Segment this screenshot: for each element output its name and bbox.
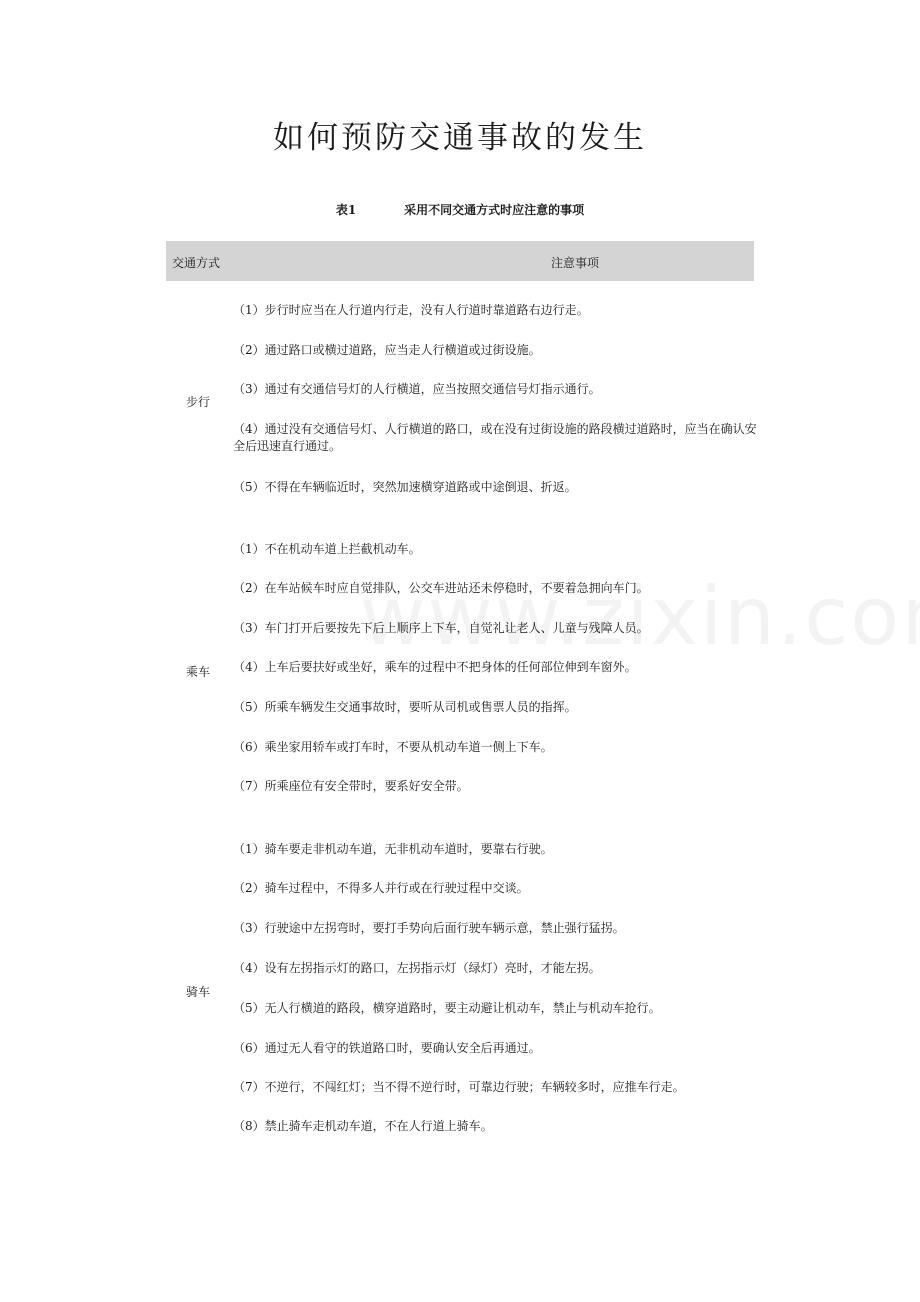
list-item: （2）骑车过程中，不得多人并行或在行驶过程中交谈。 [233, 881, 529, 895]
list-item: （7）所乘座位有安全带时，要系好安全带。 [233, 779, 469, 793]
list-item: （1）不在机动车道上拦截机动车。 [233, 542, 421, 556]
list-item: （8）禁止骑车走机动车道，不在人行道上骑车。 [233, 1119, 493, 1133]
list-item: （5）所乘车辆发生交通事故时，要听从司机或售票人员的指挥。 [233, 700, 577, 714]
list-item: （5）不得在车辆临近时，突然加速横穿道路或中途倒退、折返。 [233, 480, 577, 494]
table-caption-text: 采用不同交通方式时应注意的事项 [404, 203, 585, 217]
header-mode: 交通方式 [172, 256, 221, 270]
list-item: （6）乘坐家用轿车或打车时，不要从机动车道一侧上下车。 [233, 740, 553, 754]
list-item: （1）骑车要走非机动车道，无非机动车道时，要靠右行驶。 [233, 842, 553, 856]
group-label-walking: 步行 [186, 395, 211, 409]
list-item: （4）上车后要扶好或坐好，乘车的过程中不把身体的任何部位伸到车窗外。 [233, 660, 637, 674]
list-item: （1）步行时应当在人行道内行走，没有人行道时靠道路右边行走。 [233, 303, 589, 317]
list-item: （3）车门打开后要按先下后上顺序上下车，自觉礼让老人、儿童与残障人员。 [233, 621, 649, 635]
table-number: 表1 [335, 203, 357, 217]
list-item: （5）无人行横道的路段，横穿道路时，要主动避让机动车，禁止与机动车抢行。 [233, 1001, 661, 1015]
list-item: （6）通过无人看守的铁道路口时，要确认安全后再通过。 [233, 1041, 541, 1055]
page-title: 如何预防交通事故的发生 [273, 120, 647, 156]
table-caption [0, 201, 920, 218]
list-item: （3）行驶途中左拐弯时，要打手势向后面行驶车辆示意，禁止强行猛拐。 [233, 921, 625, 935]
group-label-riding: 乘车 [186, 665, 211, 679]
list-item: （2）通过路口或横过道路，应当走人行横道或过街设施。 [233, 343, 541, 357]
list-item: （4）通过没有交通信号灯、人行横道的路口，或在没有过街设施的路段横过道路时，应当在确认安全后迅速直行通过。 [233, 422, 757, 453]
header-notes: 注意事项 [550, 256, 599, 270]
list-item: （2）在车站候车时应自觉排队，公交车进站还未停稳时，不要着急拥向车门。 [233, 581, 649, 595]
list-item: （7）不逆行，不闯红灯；当不得不逆行时，可靠边行驶；车辆较多时，应推车行走。 [233, 1080, 685, 1094]
list-item: （4）设有左拐指示灯的路口，左拐指示灯（绿灯）亮时，才能左拐。 [233, 961, 601, 975]
list-item: （3）通过有交通信号灯的人行横道，应当按照交通信号灯指示通行。 [233, 382, 601, 396]
table-header [166, 241, 754, 281]
group-label-cycling: 骑车 [186, 985, 211, 999]
